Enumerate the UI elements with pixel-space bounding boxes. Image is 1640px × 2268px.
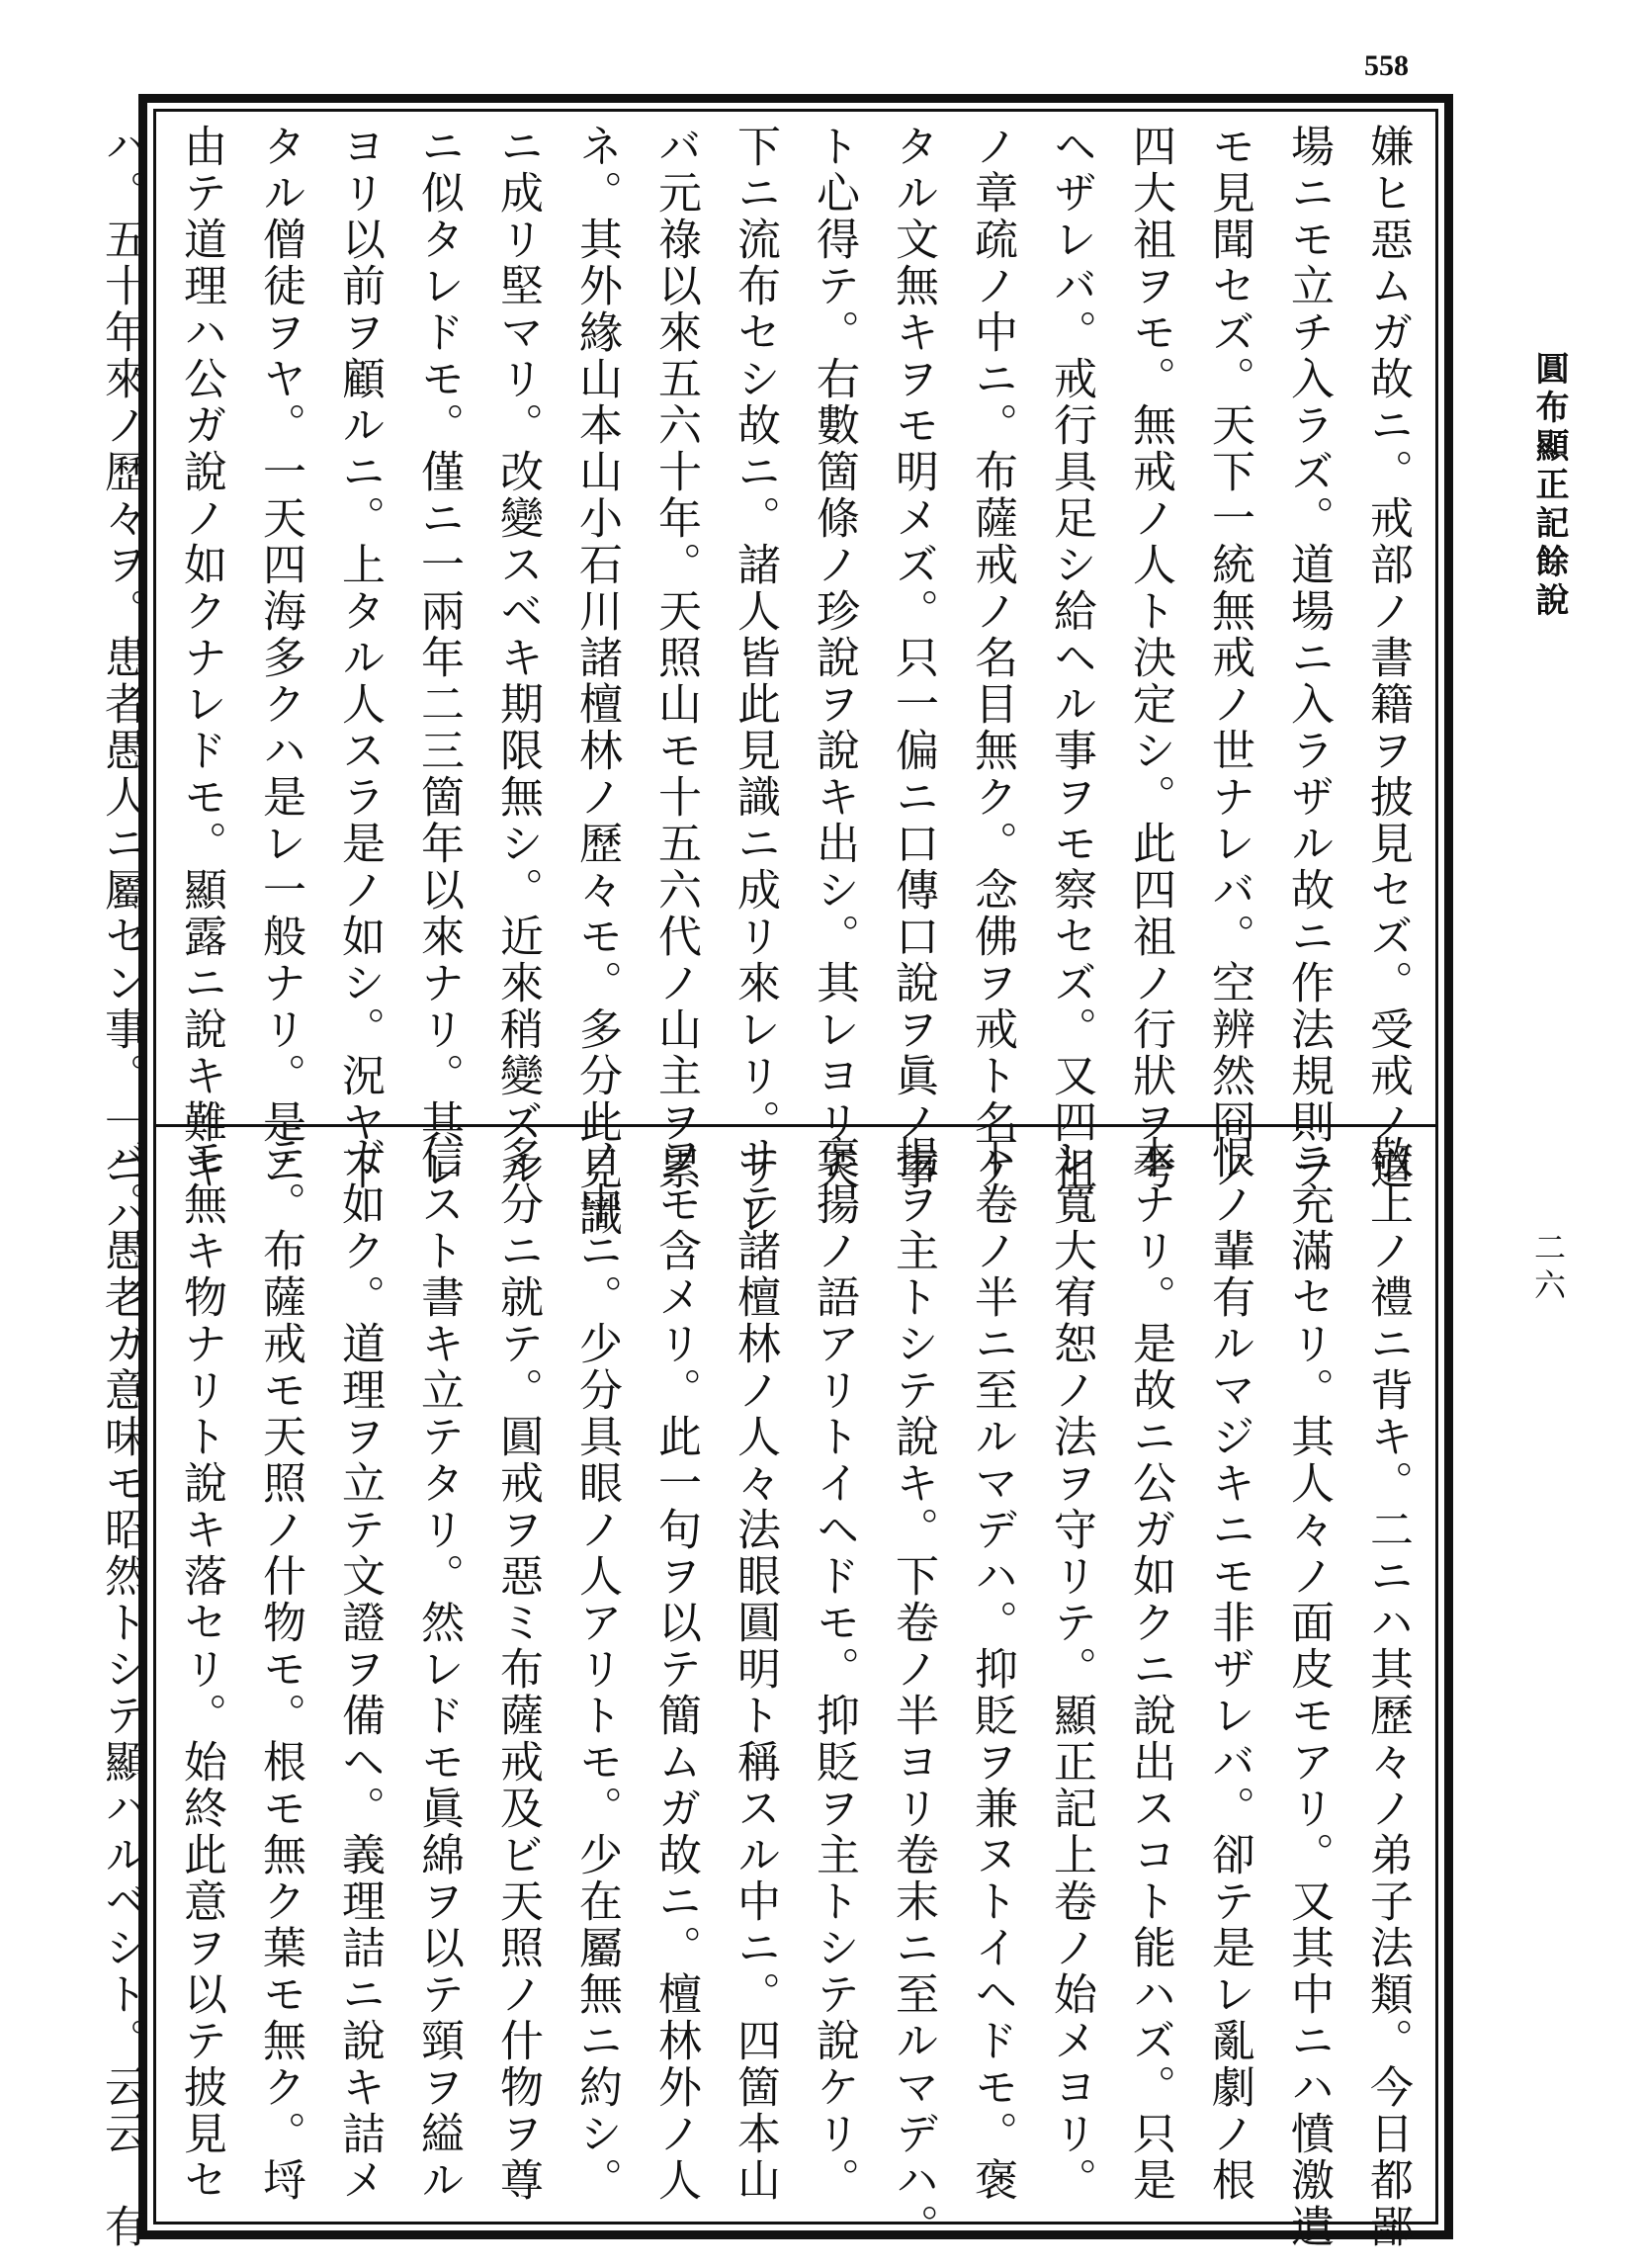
page-number: 558 <box>1364 49 1409 82</box>
text-line: 褒揚ノ語アリトイヘドモ。抑貶ヲ主トシテ說ケリ。 <box>809 1135 859 2204</box>
text-line: ニ成リ堅マリ。改變スベキ期限無シ。近來稍變ズル <box>492 124 543 1192</box>
text-line: タル僧徒ヲヤ。一天四海多クハ是レ一般ナリ。是ニ <box>255 124 305 1192</box>
text-line: テ。布薩戒モ天照ノ什物モ。根モ無ク葉モ無ク。埒 <box>255 1135 305 2204</box>
text-line: バ。愚老ガ意味モ昭然トシテ顯ハルベシト。云云 有 <box>97 1135 147 2250</box>
text-line: ニ似タレドモ。僅ニ一兩年二三箇年以來ナリ。其レ <box>413 124 464 1192</box>
text-line: バ元祿以來五六十年。天照山モ十五六代ノ山主ヲ累 <box>650 124 701 1192</box>
text-line: ガ如ク。道理ヲ立テ文證ヲ備ヘ。義理詰ニ說キ詰メ <box>334 1135 385 2204</box>
text-line: 下ニ流布セシ故ニ。諸人皆此見識ニ成リ來レリ。サレ <box>730 124 780 1239</box>
text-line: レ寬大宥恕ノ法ヲ守リテ。顯正記上卷ノ始メヨリ。 <box>1046 1135 1096 2204</box>
text-line: ノ章疏ノ中ニ。布薩戒ノ名目無ク。念佛ヲ戒ト名ケ <box>967 124 1017 1192</box>
text-line: 信スト書キ立テタリ。然レドモ眞綿ヲ以テ頸ヲ縊ル <box>413 1135 464 2204</box>
running-title: 圓布顯正記餘說 <box>1529 351 1569 621</box>
text-line: 揚ヲ主トシテ說キ。下卷ノ半ヨリ卷末ニ至ルマデハ。 <box>888 1135 938 2250</box>
text-line: ノ中ニ。少分具眼ノ人アリトモ。少在屬無ニ約シ。 <box>571 1135 622 2204</box>
text-line: 本ナリ。是故ニ公ガ如クニ說出スコト能ハズ。只是 <box>1125 1135 1175 2204</box>
text-line: 下卷ノ半ニ至ルマデハ。抑貶ヲ兼ヌトイヘドモ。褒 <box>967 1135 1017 2204</box>
text-line: ハ。五十年來ノ歷々ヲ。患者愚人ニ屬セン事。一ニハ <box>97 124 147 1239</box>
lower-text-block <box>97 1135 1426 2250</box>
text-line: ヲモ含メリ。此一句ヲ以テ簡ムガ故ニ。檀林外ノ人 <box>650 1135 701 2204</box>
text-line: 場ニモ立チ入ラズ。道場ニ入ラザル故ニ作法規則ヲ <box>1283 124 1334 1192</box>
upper-text-block <box>97 124 1426 1239</box>
text-line: 敬上ノ禮ニ背キ。二ニハ其歷々ノ弟子法類。今日都鄙 <box>1362 1135 1413 2250</box>
text-line: ト心得テ。右數箇條ノ珍說ヲ說キ出シ。其レヨリ天 <box>809 124 859 1192</box>
text-line: モ無キ物ナリト說キ落セリ。始終此意ヲ以テ披見セ <box>176 1135 226 2204</box>
text-line: 多分ニ就テ。圓戒ヲ惡ミ布薩戒及ビ天照ノ什物ヲ尊 <box>492 1135 543 2204</box>
text-line: 嫌ヒ惡ムガ故ニ。戒部ノ書籍ヲ披見セズ。受戒ノ道 <box>1362 124 1413 1192</box>
text-line: ネ。其外緣山本山小石川諸檀林ノ歷々モ。多分此見識 <box>571 124 622 1239</box>
text-line: モ見聞セズ。天下一統無戒ノ世ナレバ。空辨然冏ノ <box>1204 124 1254 1192</box>
folio-number: 二六 <box>1529 1231 1567 1306</box>
text-line: 由テ道理ハ公ガ說ノ如クナレドモ。顯露ニ說キ難キ <box>176 124 226 1192</box>
text-line: ヨリ以前ヲ顧ルニ。上タル人スラ是ノ如シ。況ヤ下 <box>334 124 385 1192</box>
text-line: ニ充滿セリ。其人々ノ面皮モアリ。又其中ニハ憤激遺 <box>1283 1135 1334 2250</box>
text-line: タル文無キヲモ明メズ。只一偏ニ口傳口說ヲ眞ノ事 <box>888 124 938 1192</box>
text-line: ヘザレバ。戒行具足シ給ヘル事ヲモ察セズ。又四祖 <box>1046 124 1096 1192</box>
text-line: 四大祖ヲモ。無戒ノ人ト決定シ。此四祖ノ行狀ヲ考 <box>1125 124 1175 1192</box>
text-line: サテ諸檀林ノ人々法眼圓明ト稱スル中ニ。四箇本山 <box>730 1135 780 2204</box>
text-line: 恨ノ輩有ルマジキニモ非ザレバ。卻テ是レ亂劇ノ根 <box>1204 1135 1254 2204</box>
